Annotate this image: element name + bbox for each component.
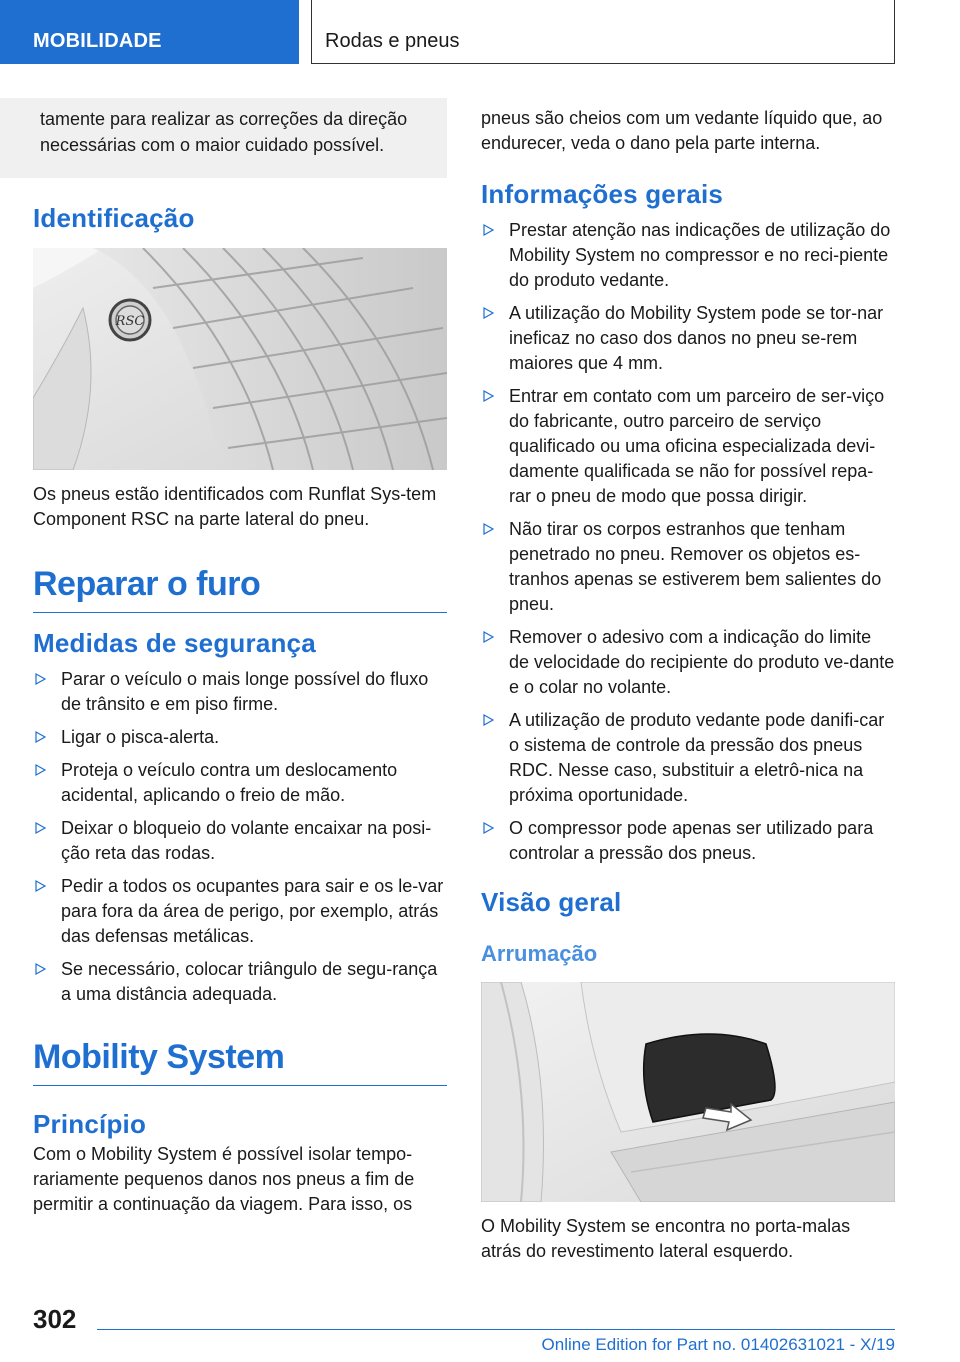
list-item: Não tirar os corpos estranhos que tenham penetrado no pneu. Remover os objetos es‐tranhos apenas se estiverem bem salientes do pneu. (481, 517, 895, 617)
medidas-heading: Medidas de segurança (33, 628, 316, 658)
identificacao-heading: Identificação (33, 203, 195, 233)
triangle-right-outline-icon (35, 731, 46, 743)
triangle-right-outline-icon (483, 523, 494, 535)
informacoes-heading: Informações gerais (481, 179, 724, 209)
triangle-right-outline-icon (483, 307, 494, 319)
list-item: A utilização do Mobility System pode se tor‐nar ineficaz no caso dos danos no pneu se‐rem maiores que 4 mm. (481, 301, 895, 376)
tire-sidewall-figure (33, 248, 447, 470)
principio-text: Com o Mobility System é possível isolar tempo‐rariamente pequenos danos nos pneus a fim de permitir a continuação da viagem. Para isso, os (33, 1144, 415, 1214)
triangle-right-outline-icon (483, 822, 494, 834)
list-item: Parar o veículo o mais longe possível do fluxo de trânsito e em piso firme. (33, 667, 447, 717)
triangle-right-outline-icon (483, 714, 494, 726)
list-item: Prestar atenção nas indicações de utilização do Mobility System no compressor e no reci‐piente do produto vedante. (481, 218, 895, 293)
informacoes-list (481, 218, 895, 866)
list-item: Se necessário, colocar triângulo de segu‐rança a uma distância adequada. (33, 957, 447, 1007)
triangle-right-outline-icon (35, 673, 46, 685)
right-column (481, 98, 895, 1264)
principio-heading: Princípio (33, 1109, 147, 1139)
list-item: Proteja o veículo contra um deslocamento acidental, aplicando o freio de mão. (33, 758, 447, 808)
triangle-right-outline-icon (483, 224, 494, 236)
list-item: O compressor pode apenas ser utilizado para controlar a pressão dos pneus. (481, 816, 895, 866)
triangle-right-outline-icon (35, 880, 46, 892)
note-text: tamente para realizar as correções da direção necessárias com o maior cuidado possível. (40, 109, 408, 155)
triangle-right-outline-icon (483, 390, 494, 402)
list-item: A utilização de produto vedante pode danifi‐car o sistema de controle da pressão dos pneus RDC. Nesse caso, substituir a eletrô‐nica na próxima oportunidade. (481, 708, 895, 808)
medidas-list (33, 667, 447, 1007)
identificacao-text: Os pneus estão identificados com Runflat Sys‐tem Component RSC na parte lateral do pneu. (33, 484, 437, 529)
footer-rule (97, 1329, 895, 1330)
arrumacao-heading: Arrumação (481, 941, 598, 966)
header-chapter-tab: Rodas e pneus (311, 0, 895, 64)
arrumacao-text: O Mobility System se encontra no porta-malas atrás do revestimento lateral esquerdo. (481, 1216, 851, 1261)
triangle-right-outline-icon (35, 764, 46, 776)
mobility-heading: Mobility System (33, 1037, 447, 1086)
list-item: Remover o adesivo com a indicação do limite de velocidade do recipiente do produto ve‐dante e o colar no volante. (481, 625, 895, 700)
triangle-right-outline-icon (483, 631, 494, 643)
footer-edition-text: Online Edition for Part no. 01402631021 - X/19 (541, 1335, 895, 1354)
list-item: Ligar o pisca-alerta. (33, 725, 447, 750)
triangle-right-outline-icon (35, 822, 46, 834)
rsc-logo: RSC (115, 314, 145, 329)
reparar-heading: Reparar o furo (33, 564, 447, 613)
continued-note-box (0, 98, 447, 178)
list-item: Deixar o bloqueio do volante encaixar na posi‐ção reta das rodas. (33, 816, 447, 866)
triangle-right-outline-icon (35, 963, 46, 975)
trunk-storage-figure (481, 982, 895, 1202)
continued-text: pneus são cheios com um vedante líquido que, ao endurecer, veda o dano pela parte interna. (481, 108, 883, 153)
page-number: 302 (33, 1304, 77, 1334)
list-item: Pedir a todos os ocupantes para sair e os le‐var para fora da área de perigo, por exemplo, atrás das defensas metálicas. (33, 874, 447, 949)
header-section-tab: MOBILIDADE (0, 0, 299, 64)
left-column (33, 98, 447, 1217)
visao-geral-heading: Visão geral (481, 887, 622, 917)
list-item: Entrar em contato com um parceiro de ser‐viço do fabricante, outro parceiro de serviço qualificado ou uma oficina especializada devi‐damente qualificada se não for possível repa‐rar o pneu de modo que possa dirigir. (481, 384, 895, 509)
